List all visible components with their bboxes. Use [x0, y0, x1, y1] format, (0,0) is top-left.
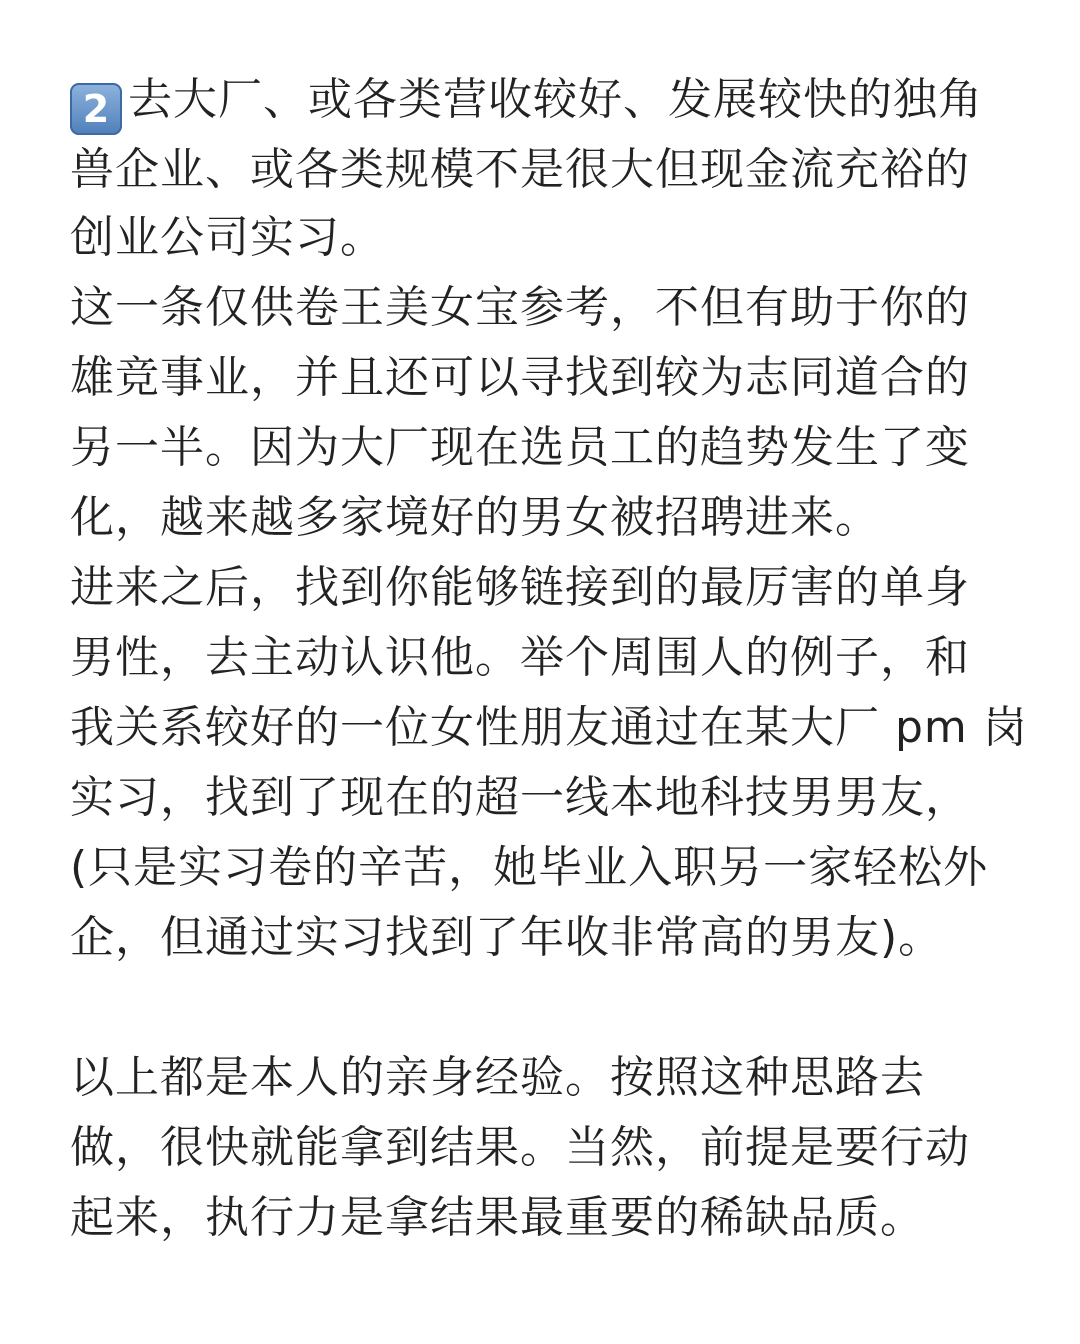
text-line-4: 这一条仅供卷王美女宝参考，不但有助于你的 [70, 282, 970, 333]
text-line-9: 男性，去主动认识他。举个周围人的例子，和 [70, 632, 970, 683]
keycap-number-icon: 2 [70, 83, 122, 135]
text-line-11: 实习，找到了现在的超一线本地科技男男友， [70, 772, 970, 823]
text-line-3: 创业公司实习。 [70, 212, 385, 263]
text-line-5: 雄竞事业，并且还可以寻找到较为志同道合的 [70, 352, 970, 403]
text-line-12: (只是实习卷的辛苦，她毕业入职另一家轻松外 [70, 842, 989, 893]
text-line-15: 做，很快就能拿到结果。当然，前提是要行动 [70, 1122, 970, 1173]
text-line-14: 以上都是本人的亲身经验。按照这种思路去 [70, 1052, 925, 1103]
text-line-10: 我关系较好的一位女性朋友通过在某大厂 pm 岗 [70, 702, 1028, 753]
text-line-16: 起来，执行力是拿结果最重要的稀缺品质。 [70, 1192, 925, 1243]
text-line-6: 另一半。因为大厂现在选员工的趋势发生了变 [70, 422, 970, 473]
line-text: 去大厂、或各类营收较好、发展较快的独角 [128, 74, 983, 125]
text-line-2: 兽企业、或各类规模不是很大但现金流充裕的 [70, 144, 970, 195]
text-line-7: 化，越来越多家境好的男女被招聘进来。 [70, 492, 880, 543]
text-line-13: 企，但通过实习找到了年收非常高的男友)。 [70, 912, 944, 963]
text-line-1 [70, 72, 983, 135]
text-line-8: 进来之后，找到你能够链接到的最厉害的单身 [70, 562, 970, 613]
